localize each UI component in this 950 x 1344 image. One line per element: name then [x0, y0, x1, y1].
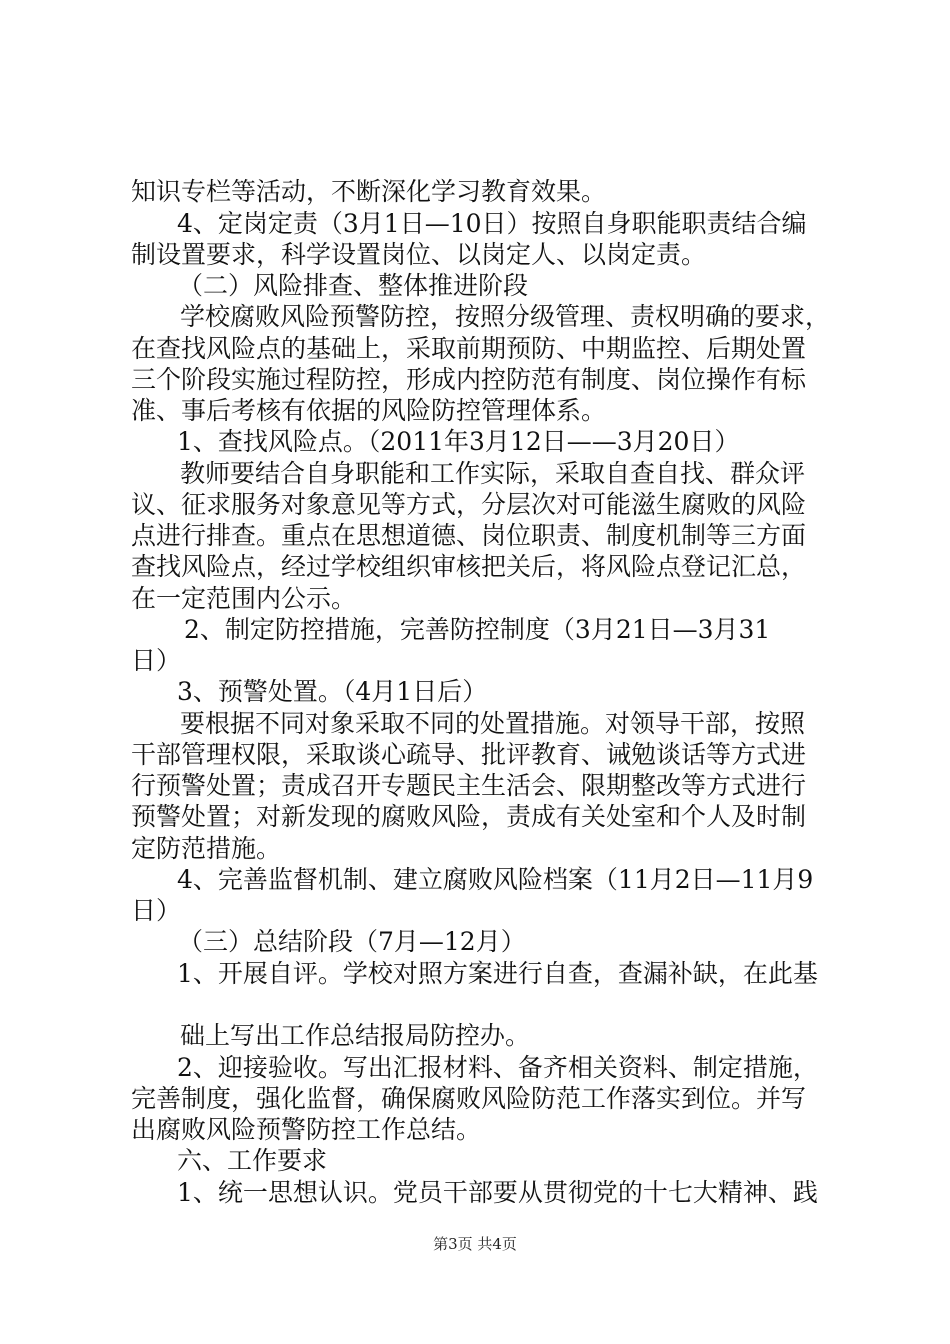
text-line: 础上写出工作总结报局防控办。: [180, 1021, 531, 1050]
text-line: 要根据不同对象采取不同的处置措施。对领导干部，按照: [180, 709, 806, 738]
text-line: 学校腐败风险预警防控，按照分级管理、责权明确的要求，: [180, 302, 831, 331]
text-line: 知识专栏等活动，不断深化学习教育效果。: [131, 177, 607, 206]
text-line: 1、统一思想认识。党员干部要从贯彻党的十七大精神、践: [177, 1178, 818, 1207]
section-heading: 六、工作要求: [177, 1146, 328, 1175]
text-line: 准、事后考核有依据的风险防控管理体系。: [131, 396, 607, 425]
text-line: 点进行排查。重点在思想道德、岗位职责、制度机制等三方面: [131, 521, 807, 550]
text-line: 定防范措施。: [131, 834, 282, 863]
text-line: 在一定范围内公示。: [131, 584, 357, 613]
text-line: 行预警处置；责成召开专题民主生活会、限期整改等方式进行: [131, 771, 807, 800]
text-line: 出腐败风险预警防控工作总结。: [131, 1115, 482, 1144]
text-line: 制设置要求，科学设置岗位、以岗定人、以岗定责。: [131, 240, 707, 269]
text-line: 3、预警处置。（4月1日后）: [177, 677, 488, 706]
text-line: 日）: [131, 646, 182, 675]
text-line: 在查找风险点的基础上，采取前期预防、中期监控、后期处置: [131, 334, 807, 363]
section-heading: （二）风险排查、整体推进阶段: [178, 271, 529, 300]
text-line: 干部管理权限，采取谈心疏导、批评教育、诫勉谈话等方式进: [131, 740, 807, 769]
text-line: 2、迎接验收。写出汇报材料、备齐相关资料、制定措施，: [177, 1053, 818, 1082]
section-heading: （三）总结阶段（7月—12月）: [178, 927, 526, 956]
page-footer: 第3页 共4页: [433, 1235, 517, 1253]
text-line: 完善制度，强化监督，确保腐败风险防范工作落实到位。并写: [131, 1084, 807, 1113]
text-line: 预警处置；对新发现的腐败风险，责成有关处室和个人及时制: [131, 802, 807, 831]
text-line: 议、征求服务对象意见等方式，分层次对可能滋生腐败的风险: [131, 490, 807, 519]
text-line: 查找风险点，经过学校组织审核把关后，将风险点登记汇总，: [131, 552, 807, 581]
text-line: 4、完善监督机制、建立腐败风险档案（11月2日—11月9: [177, 865, 814, 894]
text-line: 1、开展自评。学校对照方案进行自查，查漏补缺，在此基: [177, 959, 818, 988]
text-line: 1、查找风险点。（2011年3月12日——3月20日）: [177, 427, 740, 456]
text-line: 日）: [131, 896, 182, 925]
text-line: 4、定岗定责（3月1日—10日）按照自身职能职责结合编: [177, 209, 807, 238]
text-line: 三个阶段实施过程防控，形成内控防范有制度、岗位操作有标: [131, 365, 807, 394]
text-line: 教师要结合自身职能和工作实际，采取自查自找、群众评: [180, 459, 806, 488]
text-line: 2、制定防控措施，完善防控制度（3月21日—3月31: [184, 615, 771, 644]
